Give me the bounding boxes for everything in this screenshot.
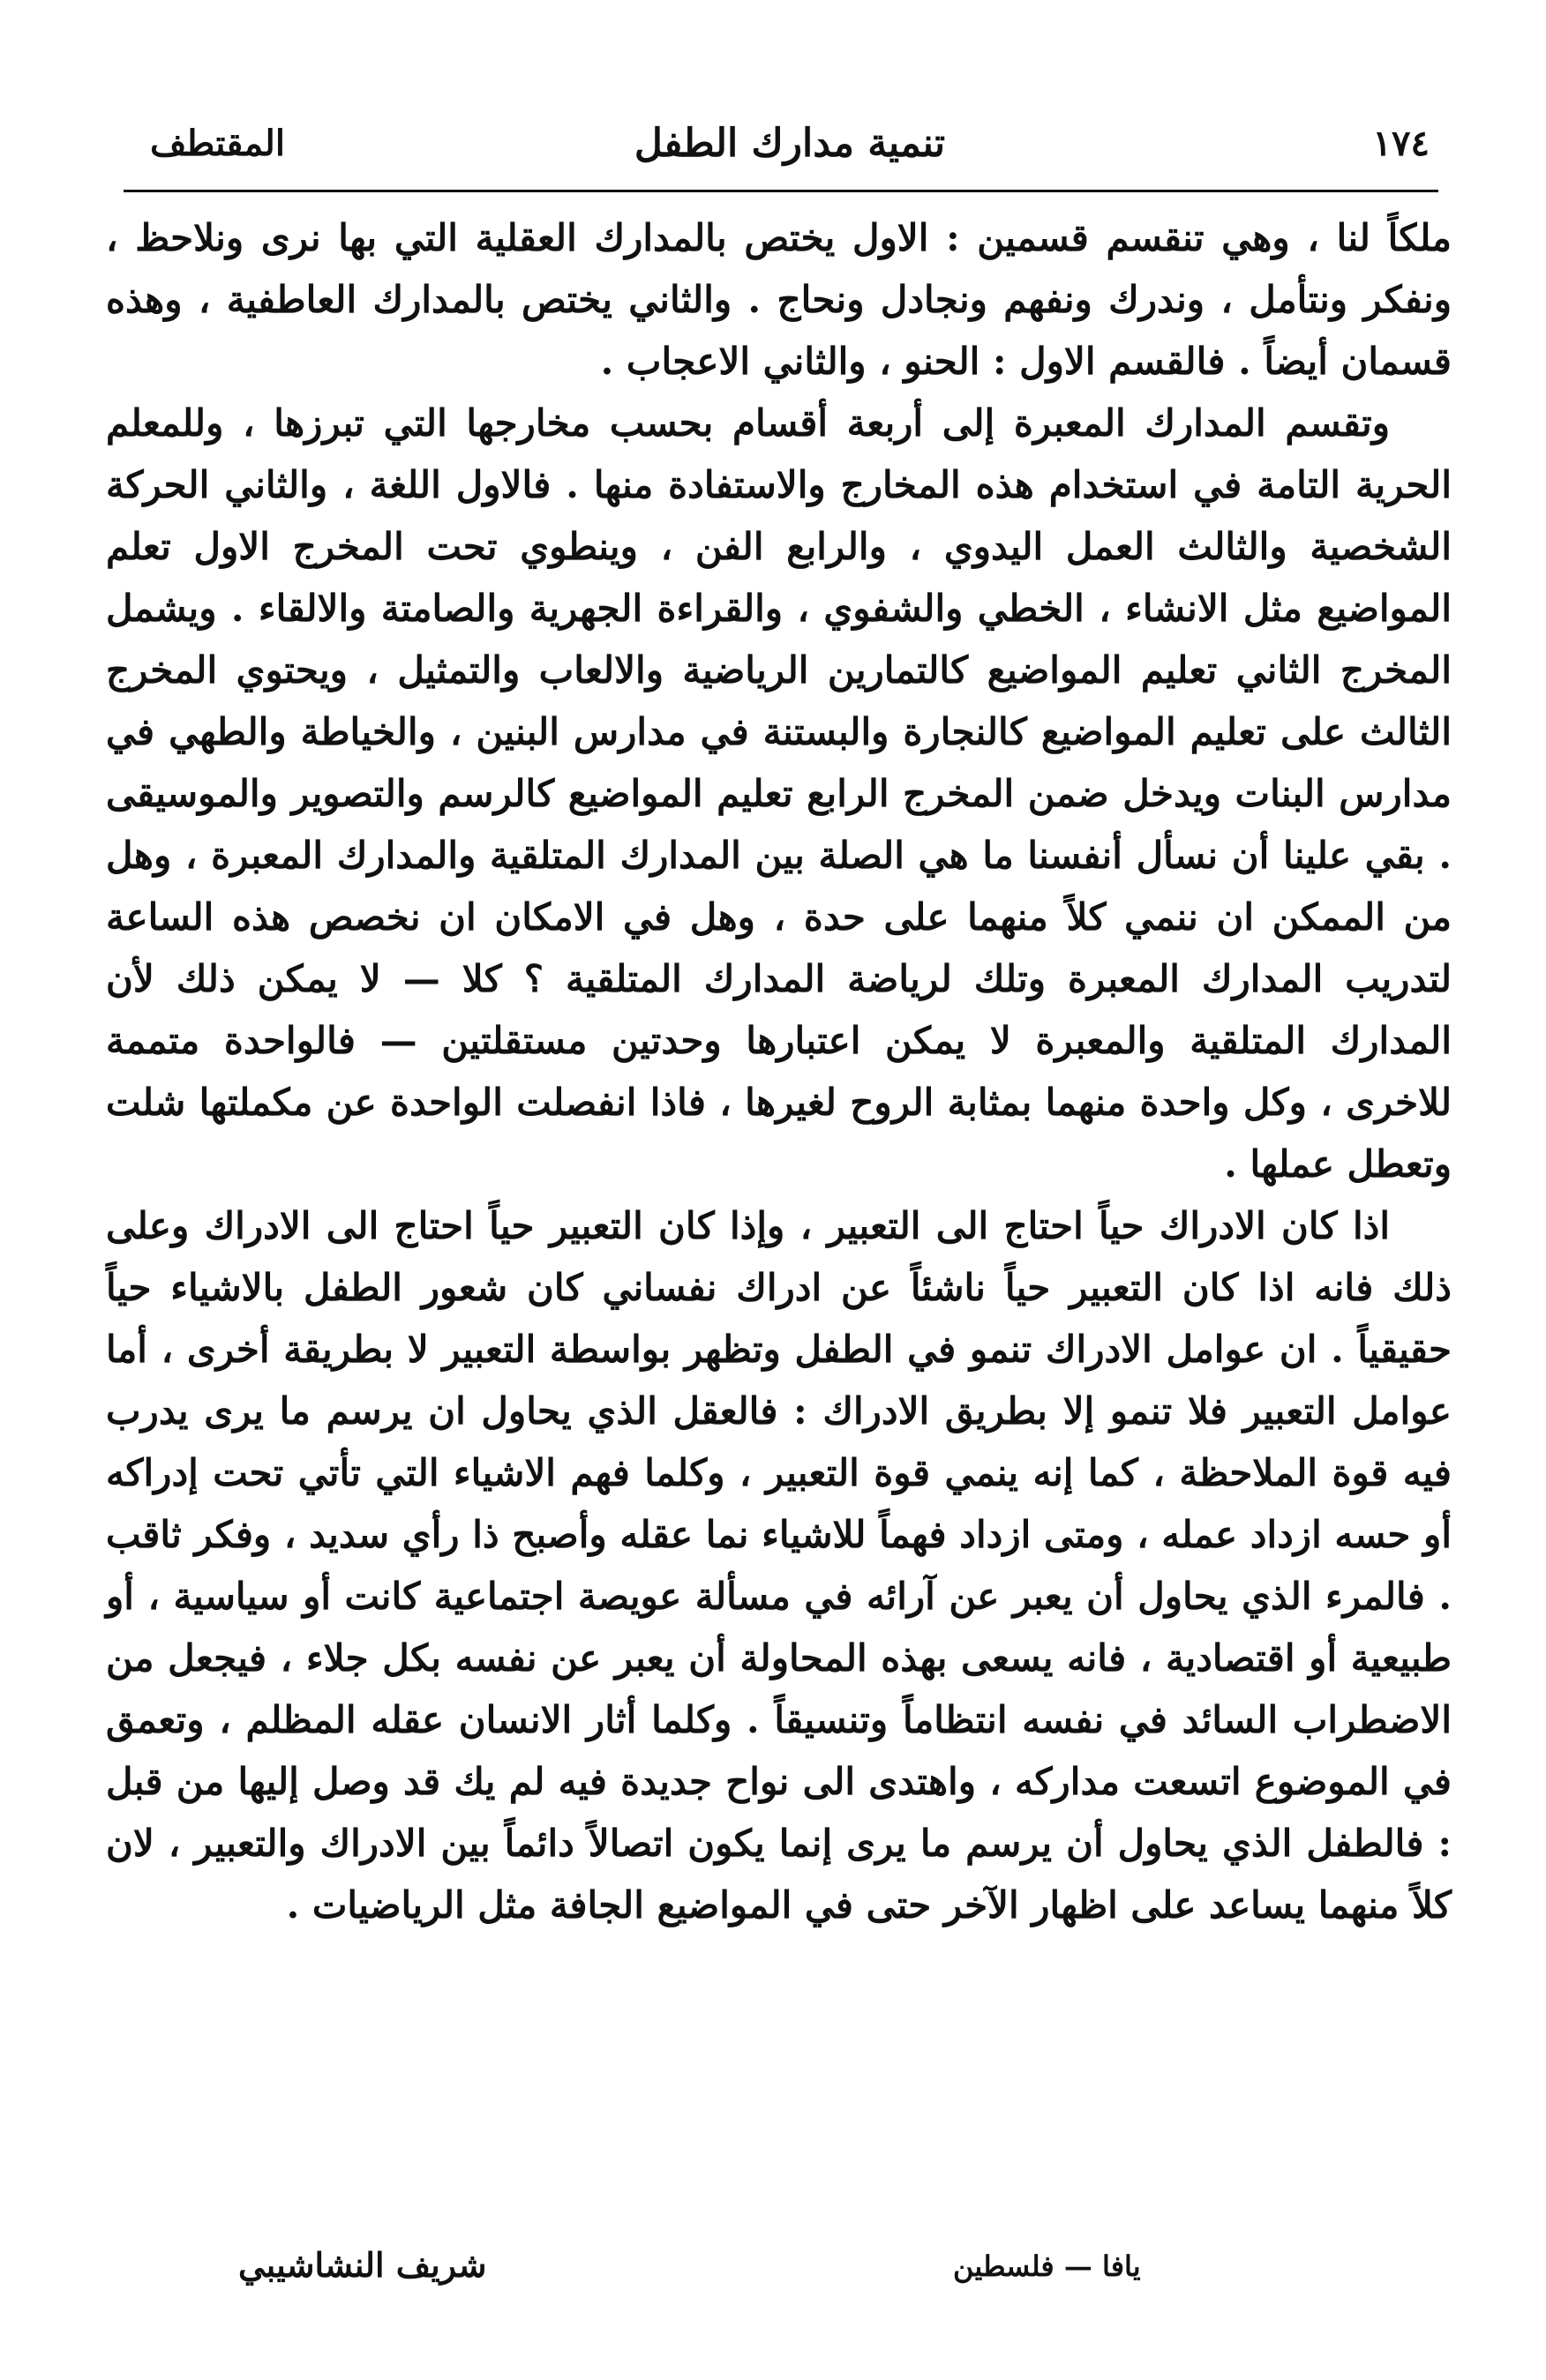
page-header xyxy=(150,113,1430,183)
paragraph-2: وتقسم المدارك المعبرة إلى أربعة أقسام بحسب مخارجها التي تبرزها ، وللمعلم الحرية التامة في استخدام هذه المخارج والاستفادة منها . فالاول اللغة ، والثاني الحركة الشخصية والثالث العمل اليدوي ، والرابع الفن ، وينطوي تحت المخرج الاول تعلم المواضيع مثل الانشاء ، الخطي والشفوي ، والقراءة الجهرية والصامتة والالقاء . ويشمل المخرج الثاني تعليم المواضيع كالتمارين الرياضية والالعاب والتمثيل ، ويحتوي المخرج الثالث على تعليم المواضيع كالنجارة والبستنة في مدارس البنين ، والخياطة والطهي في مدارس البنات ويدخل ضمن المخرج الرابع تعليم المواضيع كالرسم والتصوير والموسيقى . بقي علينا أن نسأل أنفسنا ما هي الصلة بين المدارك المتلقية والمدارك المعبرة ، وهل من الممكن ان ننمي كلاً منهما على حدة ، وهل في الامكان ان نخصص هذه الساعة لتدريب المدارك المعبرة وتلك لرياضة المدارك المتلقية ؟ كلا — لا يمكن ذلك لأن المدارك المتلقية والمعبرة لا يمكن اعتبارها وحدتين مستقلتين — فالواحدة متممة للاخرى ، وكل واحدة منهما بمثابة الروح لغيرها ، فاذا انفصلت الواحدة عن مكملتها شلت وتعطل عملها . xyxy=(106,401,1452,1186)
header-divider xyxy=(124,190,1438,192)
paragraph-3: اذا كان الادراك حياً احتاج الى التعبير ، وإذا كان التعبير حياً احتاج الى الادراك وعلى ذلك فانه اذا كان التعبير حياً ناشئاً عن ادراك نفساني كان شعور الطفل بالاشياء حياً حقيقياً . ان عوامل الادراك تنمو في الطفل وتظهر بواسطة التعبير لا بطريقة أخرى ، أما عوامل التعبير فلا تنمو إلا بطريق الادراك : فالعقل الذي يحاول ان يرسم ما يرى يدرب فيه قوة الملاحظة ، كما إنه ينمي قوة التعبير ، وكلما فهم الاشياء التي تأتي تحت إدراكه أو حسه ازداد عمله ، ومتى ازداد فهماً للاشياء نما عقله وأصبح ذا رأي سديد ، وفكر ثاقب . فالمرء الذي يحاول أن يعبر عن آرائه في مسألة عويصة اجتماعية كانت أو سياسية ، أو طبيعية أو اقتصادية ، فانه يسعى بهذه المحاولة أن يعبر عن نفسه بكل جلاء ، فيجعل من الاضطراب السائد في نفسه انتظاماً وتنسيقاً . وكلما أثار الانسان عقله المظلم ، وتعمق في الموضوع اتسعت مداركه ، واهتدى الى نواح جديدة فيه لم يك قد وصل إليها من قبل : فالطفل الذي يحاول أن يرسم ما يرى إنما يكون اتصالاً دائماً بين الادراك والتعبير ، لان كلاً منهما يساعد على اظهار الآخر حتى في المواضيع الجافة مثل الرياضيات . xyxy=(106,1204,1452,1927)
running-title: تنمية مدارك الطفل xyxy=(634,121,946,166)
paragraph-1: ملكاً لنا ، وهي تنقسم قسمين : الاول يختص بالمدارك العقلية التي بها نرى ونلاحظ ، ونفكر ونتأمل ، وندرك ونفهم ونجادل ونحاج . والثاني يختص بالمدارك العاطفية ، وهذه قسمان أيضاً . فالقسم الاول : الحنو ، والثاني الاعجاب . xyxy=(106,216,1452,383)
article-body xyxy=(106,207,1452,1936)
magazine-name: المقتطف xyxy=(150,123,285,164)
footer-place: يافا — فلسطين xyxy=(953,2249,1141,2283)
page-number: ١٧٤ xyxy=(1372,123,1430,164)
author-signature: شريف النشاشيبي xyxy=(238,2245,487,2285)
